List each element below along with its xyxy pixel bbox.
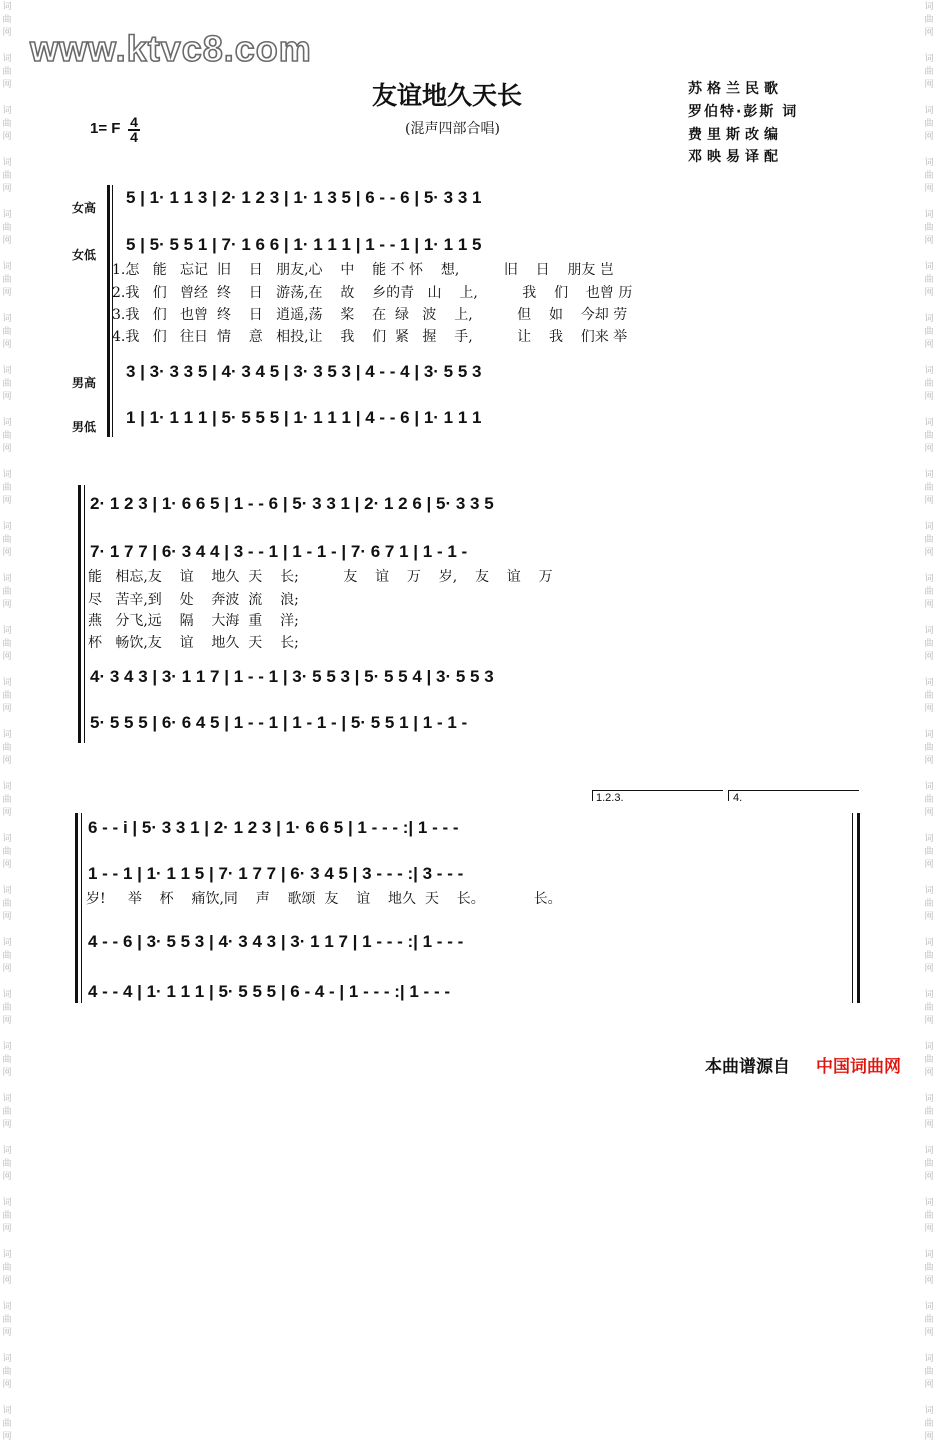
system1-lyric-3: 3.我 们 也曾 终 日 逍遥,荡 桨 在 绿 波 上, 但 如 今却 劳	[112, 307, 628, 323]
voice-label-alto: 女低	[72, 248, 97, 262]
volta-second-ending: 4.	[733, 792, 743, 804]
system1-soprano: 5 | 1· 1 1 3 | 2· 1 2 3 | 1· 1 3 5 | 6 - - 6 | 5· 3 3 1	[126, 188, 482, 207]
footer-site-link[interactable]: 中国词曲网	[816, 1057, 901, 1076]
system1-tenor: 3 | 3· 3 3 5 | 4· 3 4 5 | 3· 3 5 3 | 4 - - 4 | 3· 5 5 3	[126, 362, 482, 381]
footer-source: 本曲谱源自	[705, 1057, 790, 1076]
song-subtitle: (混声四部合唱)	[405, 121, 500, 137]
voice-label-tenor: 男高	[72, 376, 97, 390]
system3-bass: 4 - - 4 | 1· 1 1 1 | 5· 5 5 5 | 6 - 4 - | 1 - - - :| 1 - - -	[88, 982, 450, 1001]
system2-bass: 5· 5 5 5 | 6· 6 4 5 | 1 - - 1 | 1 - 1 - | 5· 5 5 1 | 1 - 1 -	[90, 713, 468, 732]
system1-lyric-1: 1.怎 能 忘记 旧 日 朋友,心 中 能 不 怀 想, 旧 日 朋友 岂	[112, 262, 614, 278]
system3-soprano: 6 - - i | 5· 3 3 1 | 2· 1 2 3 | 1· 6 6 5 | 1 - - - :| 1 - - -	[88, 818, 459, 837]
system1-lyric-4: 4.我 们 往日 情 意 相投,让 我 们 紧 握 手, 让 我 们来 举	[112, 329, 628, 345]
volta-first-ending: 1.2.3.	[596, 792, 624, 804]
system2-lyric-1: 能 相忘,友 谊 地久 天 长; 友 谊 万 岁, 友 谊 万	[88, 569, 553, 585]
system3-alto: 1 - - 1 | 1· 1 1 5 | 7· 1 7 7 | 6· 3 4 5 | 3 - - - :| 3 - - -	[88, 864, 464, 883]
site-watermark: www.ktvc8.com	[30, 28, 312, 69]
side-watermark-left: 词 曲 网 词 曲 网 词 曲 网 词 曲 网 词 曲 网 词 曲 网 词 曲 网 词 曲 网 词 曲 网 词 曲 网 词 曲 网 词 曲 网 词 曲 网 词 曲 网 词 曲 网 词 曲 网 词 曲 网 词 曲 网 词 曲 网 词 曲 网 词 曲 网 词 曲 网 词 曲 网 词 曲 网 词 曲 网 词 曲 网 词 曲 网 词 曲 网	[2, 1, 12, 1441]
system2-tenor: 4· 3 4 3 | 3· 1 1 7 | 1 - - 1 | 3· 5 5 3 | 5· 5 5 4 | 3· 5 5 3	[90, 667, 494, 686]
time-top: 4	[130, 114, 138, 130]
system2-lyric-4: 杯 畅饮,友 谊 地久 天 长;	[88, 635, 299, 651]
voice-label-soprano: 女高	[72, 201, 97, 215]
system3-lyric-1: 岁! 举 杯 痛饮,同 声 歌颂 友 谊 地久 天 长。 长。	[86, 891, 562, 907]
voice-label-bass: 男低	[72, 420, 97, 434]
system1-bass: 1 | 1· 1 1 1 | 5· 5 5 5 | 1· 1 1 1 | 4 - - 6 | 1· 1 1 1	[126, 408, 482, 427]
credit-arranger: 费里斯改编	[688, 127, 783, 143]
system3-tenor: 4 - - 6 | 3· 5 5 3 | 4· 3 4 3 | 3· 1 1 7 | 1 - - - :| 1 - - -	[88, 932, 464, 951]
credit-origin: 苏格兰民歌	[688, 81, 783, 97]
time-signature	[128, 116, 140, 144]
system1-alto: 5 | 5· 5 5 1 | 7· 1 6 6 | 1· 1 1 1 | 1 - - 1 | 1· 1 1 5	[126, 235, 482, 254]
system1-lyric-2: 2.我 们 曾经 终 日 游荡,在 故 乡的青 山 上, 我 们 也曾 历	[112, 285, 633, 301]
credit-translator: 邓映易译配	[688, 149, 783, 165]
system2-alto: 7· 1 7 7 | 6· 3 4 4 | 3 - - 1 | 1 - 1 - | 7· 6 7 1 | 1 - 1 -	[90, 542, 468, 561]
key-signature: 1= F	[90, 120, 121, 137]
song-title: 友谊地久天长	[372, 81, 523, 110]
credit-lyricist: 罗伯特·彭斯 词	[688, 104, 799, 120]
time-bottom: 4	[130, 129, 138, 145]
system2-lyric-3: 燕 分飞,远 隔 大海 重 洋;	[88, 613, 299, 629]
system2-soprano: 2· 1 2 3 | 1· 6 6 5 | 1 - - 6 | 5· 3 3 1 | 2· 1 2 6 | 5· 3 3 5	[90, 494, 494, 513]
system2-lyric-2: 尽 苦辛,到 处 奔波 流 浪;	[88, 592, 299, 608]
side-watermark-right: 词 曲 网 词 曲 网 词 曲 网 词 曲 网 词 曲 网 词 曲 网 词 曲 网 词 曲 网 词 曲 网 词 曲 网 词 曲 网 词 曲 网 词 曲 网 词 曲 网 词 曲 网 词 曲 网 词 曲 网 词 曲 网 词 曲 网 词 曲 网 词 曲 网 词 曲 网 词 曲 网 词 曲 网 词 曲 网 词 曲 网 词 曲 网 词 曲 网	[924, 1, 934, 1441]
